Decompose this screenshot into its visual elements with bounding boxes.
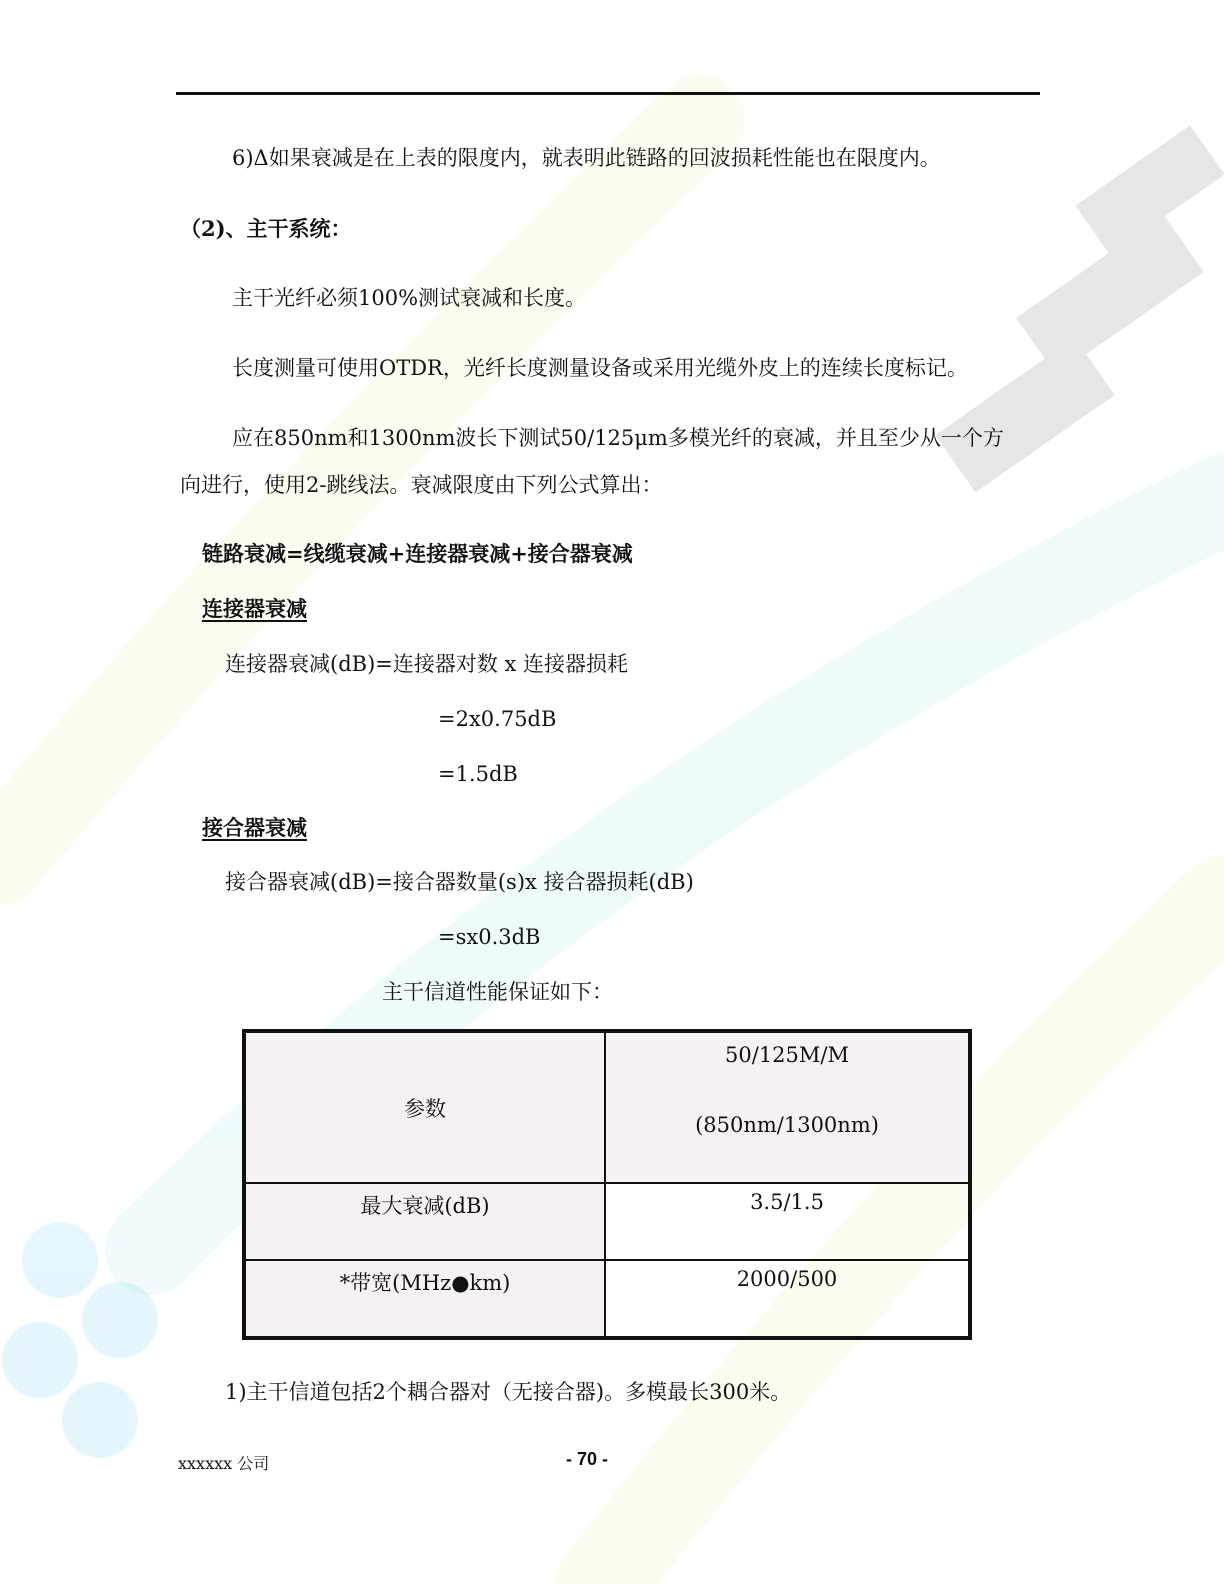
table-header-spec-line2: (850nm/1300nm)	[695, 1113, 879, 1137]
table-cell-param: *带宽(MHz●km)	[244, 1260, 605, 1338]
heading-connector-attenuation: 连接器衰减	[202, 596, 307, 621]
paragraph-return-loss: 6)Δ如果衰减是在上表的限度内，就表明此链路的回波损耗性能也在限度内。	[232, 146, 941, 170]
formula-splice: 接合器衰减(dB)=接合器数量(s)x 接合器损耗(dB)	[225, 870, 694, 894]
table-header-param	[244, 1031, 605, 1183]
calc-connector-1: =2x0.75dB	[438, 707, 557, 731]
table-cell-value: 2000/500	[605, 1260, 970, 1338]
table-header-param-text: 参数	[404, 1096, 446, 1121]
footer-company: xxxxxx 公司	[178, 1454, 270, 1473]
note-backbone-channel: 1)主干信道包括2个耦合器对（无接合器)。多模最长300米。	[225, 1380, 792, 1404]
table-header-row	[244, 1031, 970, 1183]
calc-splice-1: =sx0.3dB	[438, 925, 541, 949]
table-row	[244, 1183, 970, 1260]
paragraph-length-measurement: 长度测量可使用OTDR，光纤长度测量设备或采用光缆外皮上的连续长度标记。	[232, 356, 968, 380]
section-title-backbone: （2)、主干系统：	[180, 216, 352, 241]
table-header-spec-line1: 50/125M/M	[725, 1043, 849, 1067]
paragraph-test-requirement: 主干光纤必须100%测试衰减和长度。	[232, 286, 587, 310]
paragraph-wavelength-line2: 向进行，使用2-跳线法。衰减限度由下列公式算出：	[180, 473, 663, 497]
formula-connector: 连接器衰减(dB)=连接器对数 x 连接器损耗	[225, 652, 629, 676]
header-rule	[176, 92, 1040, 95]
table-header-spec	[605, 1031, 970, 1183]
paragraph-wavelength-line1: 应在850nm和1300nm波长下测试50/125μm多模光纤的衰减，并且至少从一个方	[232, 426, 1004, 450]
heading-splice-attenuation: 接合器衰减	[202, 815, 307, 840]
table-intro: 主干信道性能保证如下：	[382, 980, 613, 1004]
table-cell-param: 最大衰减(dB)	[244, 1183, 605, 1260]
table-row	[244, 1260, 970, 1338]
calc-connector-2: =1.5dB	[438, 762, 518, 786]
formula-link-attenuation: 链路衰减=线缆衰减+连接器衰减+接合器衰减	[202, 541, 633, 566]
table-cell-value: 3.5/1.5	[605, 1183, 970, 1260]
performance-table	[242, 1029, 972, 1340]
footer-page-number: - 70 -	[566, 1449, 609, 1469]
